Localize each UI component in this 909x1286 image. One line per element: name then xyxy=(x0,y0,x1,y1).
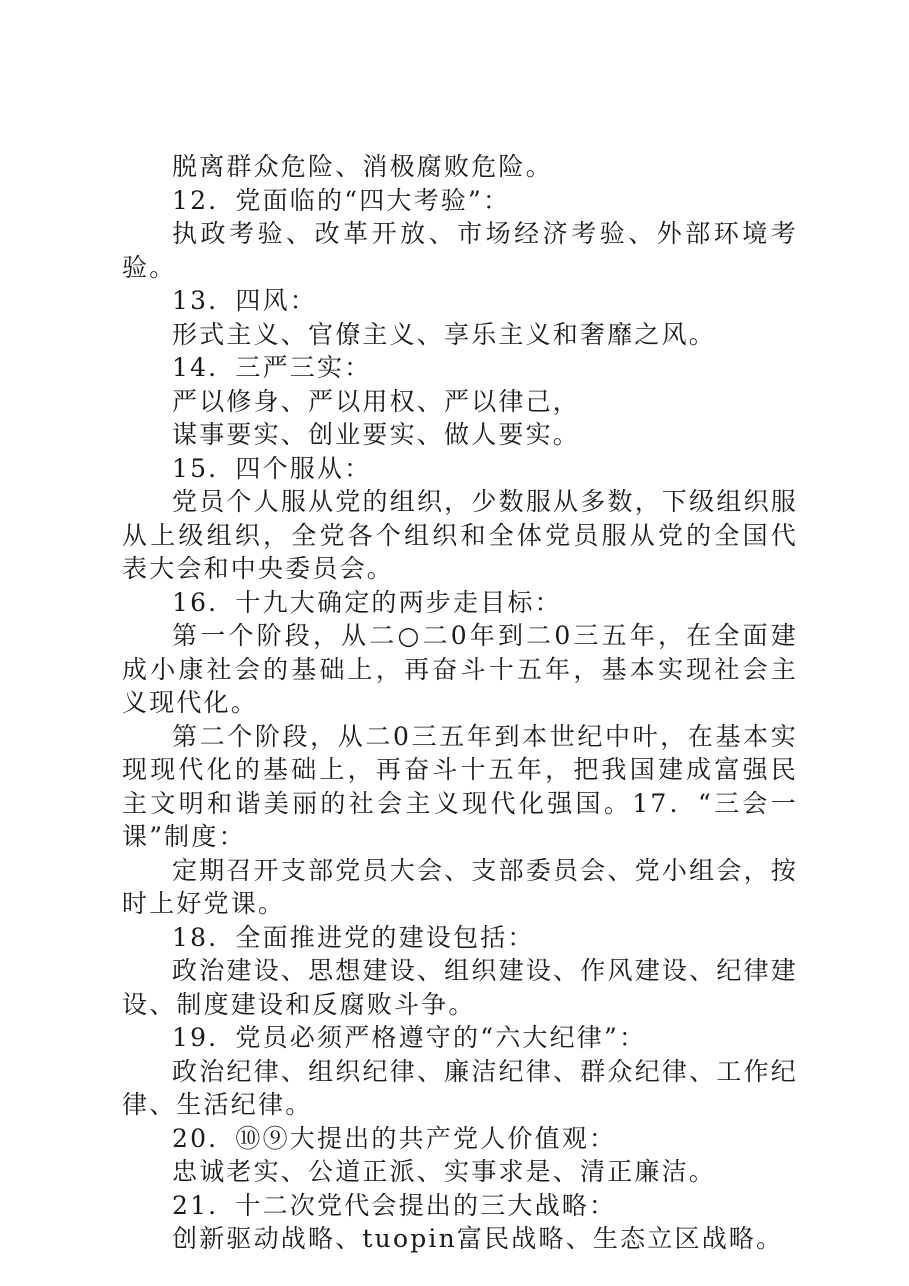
paragraph: 执政考验、改革开放、市场经济考验、外部环境考验。 xyxy=(122,219,798,282)
section-heading: 20．⑩⑨大提出的共产党人价值观： xyxy=(172,1123,617,1153)
section-heading: 12．党面临的“四大考验”： xyxy=(172,185,511,215)
paragraph: 第二个阶段，从二0三五年到本世纪中叶，在基本实现现代化的基础上，再奋斗十五年，把我国建成富强民主文明和谐美丽的社会主义现代化强国。17．“三会一课”制度： xyxy=(122,721,798,851)
paragraph: 定期召开支部党员大会、支部委员会、党小组会，按时上好党课。 xyxy=(122,855,798,918)
paragraph: 创新驱动战略、tuopin富民战略、生态立区战略。 xyxy=(172,1224,784,1253)
section-heading: 16．十九大确定的两步走目标： xyxy=(172,587,562,617)
section-heading: 18．全面推进党的建设包括： xyxy=(172,922,535,952)
paragraph: 谋事要实、创业要实、做人要实。 xyxy=(172,420,581,449)
section-heading: 19．党员必须严格遵守的“六大纪律”： xyxy=(172,1023,647,1052)
document-body xyxy=(122,150,798,1256)
paragraph: 第一个阶段，从二○二0年到二0三五年，在全面建成小康社会的基础上，再奋斗十五年，基本实现社会主义现代化。 xyxy=(122,621,798,717)
section-heading: 21．十二次党代会提出的三大战略： xyxy=(172,1190,617,1220)
section-heading: 13．四风： xyxy=(172,286,318,315)
section-heading: 14．三严三实： xyxy=(172,353,372,382)
paragraph: 党员个人服从党的组织，少数服从多数，下级组织服从上级组织，全党各个组织和全体党员服从党的全国代表大会和中央委员会。 xyxy=(122,487,798,583)
section-heading: 15．四个服从： xyxy=(172,453,372,483)
paragraph: 政治纪律、组织纪律、廉洁纪律、群众纪律、工作纪律、生活纪律。 xyxy=(122,1056,798,1119)
paragraph: 形式主义、官僚主义、享乐主义和奢靡之风。 xyxy=(172,319,717,349)
paragraph: 脱离群众危险、消极腐败危险。 xyxy=(172,152,553,181)
paragraph: 严以修身、严以用权、严以律己， xyxy=(172,386,581,416)
paragraph: 忠诚老实、公道正派、实事求是、清正廉洁。 xyxy=(172,1157,717,1186)
paragraph: 政治建设、思想建设、组织建设、作风建设、纪律建设、制度建设和反腐败斗争。 xyxy=(122,956,798,1019)
